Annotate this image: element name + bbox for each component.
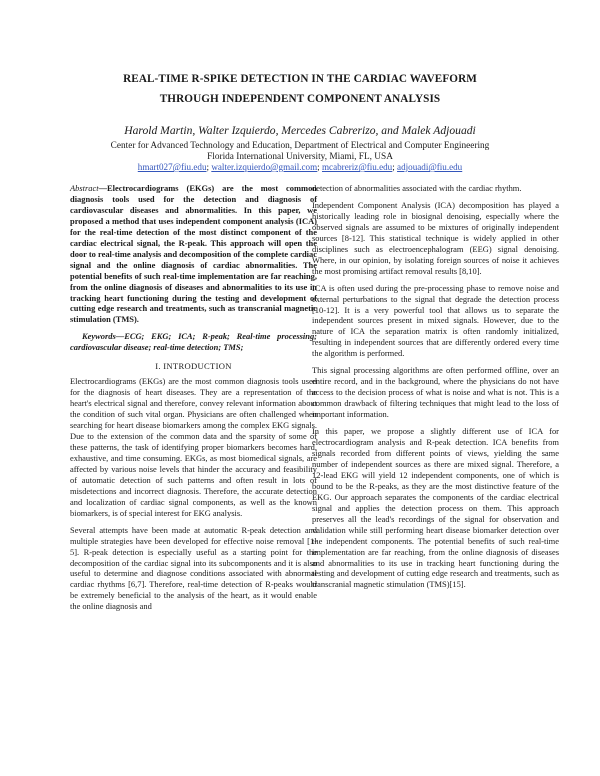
body-paragraph: Electrocardiograms (EKGs) are the most common diagnosis tools used for the diagnosis of heart diseases. They are a representation of the heart's electrical signal and therefore, convey relevant information about the condition of such vital organ. Physicians are often challenged when searching for heart disease biomarkers among the complex EKG signals. Due to the extension of the common data and the sparsity of some of these patterns, the task of identifying proper biomarkers becomes hard, exhaustive, and time consuming. EKGs, as most biomedical signals, are affected by various noise levels that hinder the accuracy and feasibility of automatic detection of such patterns and often result in lots of misdetections and incorrect diagnosis. Therefore, the accurate detection and localization of cardiac signal components, as well as the known biomarkers, is of special interest for EKG analysis. bbox=[70, 376, 317, 518]
body-paragraph: Independent Component Analysis (ICA) decomposition has played a historically leading role in biosignal denoising, especially where the observed signals are assumed to be mixtures of originally independent sources [8-12]. This statistical technique is widely applied in other disciplines such as electroencephalogram (EEG) signal denoising. Where, in our opinion, by isolating foreign sources of noise it achieves the most promising artifact removal results [8,10]. bbox=[312, 199, 559, 276]
body-paragraph: Several attempts have been made at automatic R-peak detection and multiple strategies have been developed for effective noise removal [1-5]. R-peak detection is especially useful as a starting point for the decomposition of the cardiac signal into its subcomponents and it is also useful to determine and diagnose conditions associated with abnormal cardiac rhythms [6,7]. Therefore, real-time detection of R-peaks would be extremely beneficial to the analysis of the heart, as it would enable the online diagnosis and bbox=[70, 524, 317, 612]
email-link[interactable]: adjouadi@fiu.edu bbox=[397, 162, 463, 172]
author-emails: hmart027@fiu.edu; walter.izquierdo@gmail.com; mcabreriz@fiu.edu; adjouadi@fiu.edu bbox=[137, 162, 463, 172]
email-link[interactable]: walter.izquierdo@gmail.com bbox=[211, 162, 318, 172]
body-paragraph: ICA is often used during the pre-processing phase to remove noise and external perturbations to the signal that degrade the detection process [10-12]. It is a very powerful tool that allows us to separate the independent sources present in mixed signals. However, due to the nature of ICA the separation matrix is often randomly initialized, resulting in independent sources that are differently ordered every time the algorithm is performed. bbox=[312, 282, 559, 359]
keywords: Keywords—ECG; EKG; ICA; R-peak; Real-time processing; cardiovascular disease; real-time detection; TMS; bbox=[70, 331, 317, 353]
paper-title-line-2: THROUGH INDEPENDENT COMPONENT ANALYSIS bbox=[159, 93, 441, 105]
abstract-text: —Electrocardiograms (EKGs) are the most common diagnosis tools used for the detection and diagnosis of cardiovascular diseases and abnormalities. In this paper, we proposed a method that uses independent component analysis (ICA) for the real-time detection of the most distinct component of the cardiac electrical signal, the R-peak. This approach will open the door to real-time analysis and decomposition of the complete cardiac signal and the online diagnosis of cardiac abnormalities. The potential benefits of such real-time implementation are far reaching, from the online diagnosis of diseases and abnormalities to its use in tracking heart functioning during the testing and development of cutting edge research and treatments, such as transcranial magnetic stimulation (TMS). bbox=[70, 183, 317, 325]
right-column bbox=[312, 183, 559, 596]
abstract-label: Abstract bbox=[70, 183, 99, 193]
email-link[interactable]: hmart027@fiu.edu bbox=[137, 162, 207, 172]
email-link[interactable]: mcabreriz@fiu.edu bbox=[321, 162, 393, 172]
author-list: Harold Martin, Walter Izquierdo, Mercedes Cabrerizo, and Malek Adjouadi bbox=[124, 124, 476, 137]
section-heading-introduction: I. INTRODUCTION bbox=[155, 361, 232, 372]
affiliation-line-2: Florida International University, Miami, FL, USA bbox=[207, 152, 393, 162]
abstract bbox=[70, 183, 317, 325]
body-paragraph: This signal processing algorithms are often performed offline, over an entire record, and in the background, where the physicians do not have access to the decision process of what is noise and what is not. This is a common drawback of filtering techniques that might lead to the loss of important information. bbox=[312, 365, 559, 420]
affiliation-line-1: Center for Advanced Technology and Education, Department of Electrical and Computer Engineering bbox=[110, 141, 490, 151]
body-paragraph: detection of abnormalities associated with the cardiac rhythm. bbox=[312, 183, 522, 193]
paper-title-line-1: REAL-TIME R-SPIKE DETECTION IN THE CARDIAC WAVEFORM bbox=[123, 73, 477, 85]
left-column bbox=[70, 183, 317, 618]
body-paragraph: In this paper, we propose a slightly different use of ICA for electrocardiogram analysis and R-peak detection. ICA benefits from signals recorded from different points of views, yielding the same number of independent sources as there are mixed signal. Therefore, a 12-lead EKG will yield 12 independent components, one of which is bound to be the R-peaks, as they are the most distinctive feature of the EKG. Our approach separates the components of the cardiac electrical signal and applies the detection process on them. This approach preserves all the lead's recordings of the signal for observation and validation while still performing heart disease biomarker detection over the independent components. The potential benefits of such real-time implementation are far reaching, from the online diagnosis of diseases and abnormalities to its use in tracking heart functioning during the testing and development of cutting edge research and treatments, such as transcranial magnetic stimulation (TMS)[15]. bbox=[312, 426, 559, 590]
